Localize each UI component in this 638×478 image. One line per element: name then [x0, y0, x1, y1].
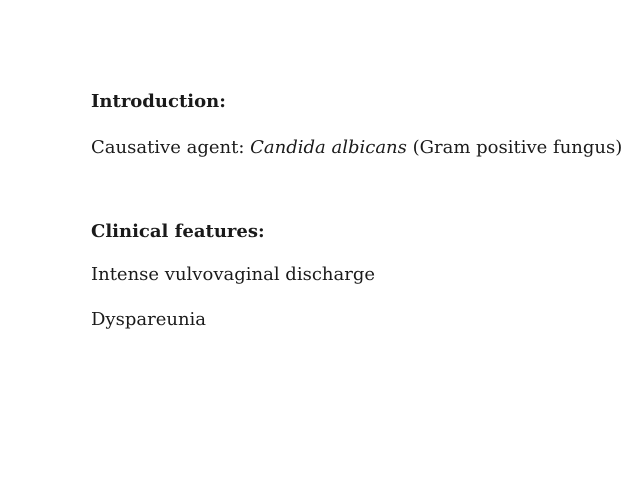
clinical-feature-item: Intense vulvovaginal discharge: [91, 264, 376, 285]
causative-agent-name: Candida albicans: [250, 137, 407, 158]
clinical-feature-item: Dyspareunia: [91, 309, 207, 330]
clinical-features-heading: Clinical features:: [91, 221, 265, 242]
causative-agent-label: Causative agent:: [91, 137, 251, 158]
causative-agent-line: [91, 137, 622, 159]
introduction-heading: Introduction:: [91, 91, 226, 112]
causative-agent-note: (Gram positive fungus): [406, 137, 623, 158]
